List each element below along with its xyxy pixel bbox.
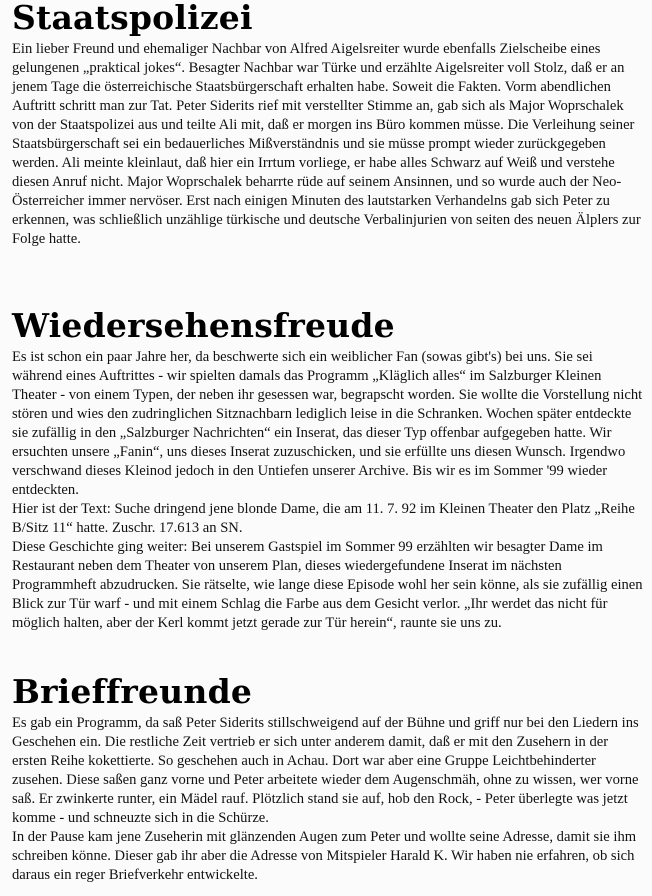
- section-paragraph: Diese Geschichte ging weiter: Bei unserem Gastspiel im Sommer 99 erzählten wir besagter Dame im Restaurant neben dem Theater von unserem Plan, dieses wiedergefundene Inserat im nächsten Programmheft abzudrucken. Sie rätselte, wie lange diese Episode wohl her sein könne, als sie zufällig einen Blick zur Tür warf - und mit einem Schlag die Farbe aus dem Gesicht verlor. „Ihr werdet das nicht für möglich halten, aber der Kerl kommt jetzt gerade zur Tür herein“, raunte sie uns zu.: [12, 539, 643, 631]
- section-heading: Wiedersehensfreude: [12, 306, 395, 345]
- section-wiedersehensfreude: [12, 308, 644, 633]
- section-paragraph: Es gab ein Programm, da saß Peter Siderits stillschweigend auf der Bühne und griff nur bei den Liedern ins Geschehen ein. Die restliche Zeit vertrieb er sich unter anderem damit, daß er mit den Zusehern in der ersten Reihe kokettierte. So geschehen auch in Achau. Dort war aber eine Gruppe Leichtbehinderter zusehen. Diese saßen ganz vorne und Peter arbeitete wieder dem Augenschmäh, ohne zu wissen, wer vorne saß. Er zwinkerte runter, ein Mädel rauf. Plötzlich stand sie auf, hob den Rock, - Peter überlegte was jetzt komme - und schneuzte sich in die Schürze.: [12, 715, 639, 826]
- section-paragraph: Ein lieber Freund und ehemaliger Nachbar von Alfred Aigelsreiter wurde ebenfalls Zielscheibe eines gelungenen „praktical jokes“. Besagter Nachbar war Türke und erzählte Aigelsreiter voll Stolz, daß er an jenem Tage die österreichische Staatsbürgerschaft erhalten habe. Soweit die Fakten. Vorm abendlichen Auftritt schritt man zur Tat. Peter Siderits rief mit verstellter Stimme an, gab sich als Major Woprschalek von der Staatspolizei aus und teilte Ali mit, daß er morgen ins Büro kommen müsse. Die Verleihung seiner Staatsbürgerschaft sei ein bedauerliches Mißverständnis und sie müsse prompt wieder zurückgegeben werden. Ali meinte kleinlaut, daß hier ein Irrtum vorliege, er habe alles Schwarz auf Weiß und verstehe diesen Anruf nicht. Major Woprschalek beharrte rüde auf seinem Ansinnen, und so wurde auch der Neo-Österreicher immer nervöser. Erst nach einigen Minuten des lautstarken Verhandelns gab sich Peter zu erkennen, was schließlich unzählige türkische und deutsche Verbalinjurien von seiten des neuen Älplers zur Folge hatte.: [12, 41, 641, 247]
- section-paragraph: Es ist schon ein paar Jahre her, da beschwerte sich ein weiblicher Fan (sowas gibt's) bei uns. Sie sei während eines Auftrittes - wir spielten damals das Programm „Kläglich alles“ im Salzburger Kleinen Theater - von einem Typen, der neben ihr gesessen war, begrapscht worden. Sie wollte die Vorstellung nicht stören und wies den zudringlichen Sitznachbarn lediglich leise in die Schranken. Wochen später entdeckte sie zufällig in den „Salzburger Nachrichten“ ein Inserat, das dieser Typ offenbar aufgegeben hatte. Wir ersuchten unsere „Fanin“, uns dieses Inserat zuzuschicken, und sie erfüllte uns diesen Wunsch. Irgendwo verschwand dieses Kleinod jedoch in den Untiefen unserer Archive. Bis wir es im Sommer '99 wieder entdeckten.: [12, 349, 643, 498]
- section-heading: Brieffreunde: [12, 672, 253, 711]
- section-paragraph: Hier ist der Text: Suche dringend jene blonde Dame, die am 11. 7. 92 im Kleinen Theater den Platz „Reihe B/Sitz 11“ hatte. Zuschr. 17.613 an SN.: [12, 501, 635, 536]
- section-paragraph: In der Pause kam jene Zuseherin mit glänzenden Augen zum Peter und wollte seine Adresse, damit sie ihm schreiben könne. Dieser gab ihr aber die Adresse von Mitspieler Harald K. Wir haben nie erfahren, ob sich daraus ein reger Briefverkehr entwickelte.: [12, 829, 637, 883]
- section-staatspolizei: [12, 0, 644, 249]
- section-heading: Staatspolizei: [12, 0, 253, 37]
- section-brieffreunde: [12, 674, 644, 885]
